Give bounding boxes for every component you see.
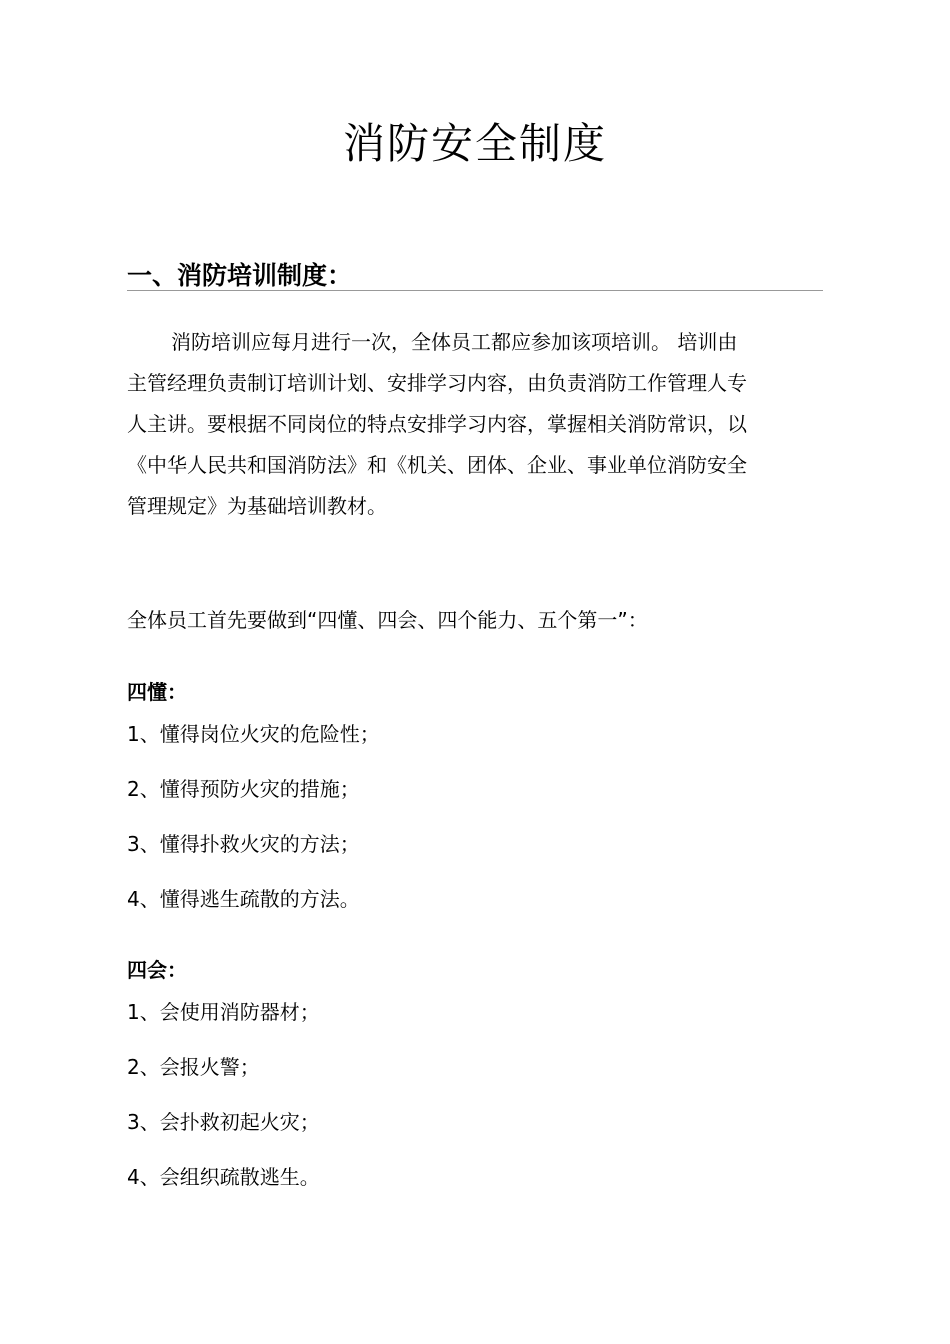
list-item: 3、懂得扑救火灾的方法； bbox=[127, 832, 360, 856]
four-can-heading: 四会： bbox=[127, 958, 187, 982]
list-item: 4、懂得逃生疏散的方法。 bbox=[127, 887, 360, 911]
list-item: 1、懂得岗位火灾的危险性； bbox=[127, 722, 380, 746]
list-item: 3、会扑救初起火灾； bbox=[127, 1110, 320, 1134]
section-heading: 一、消防培训制度： bbox=[127, 261, 353, 290]
paragraph-line: 管理规定》为基础培训教材。 bbox=[127, 494, 387, 518]
heading-divider bbox=[127, 290, 823, 291]
list-item: 1、会使用消防器材； bbox=[127, 1000, 320, 1024]
list-item: 2、懂得预防火灾的措施； bbox=[127, 777, 360, 801]
paragraph-line: 主管经理负责制订培训计划、安排学习内容，由负责消防工作管理人专 bbox=[127, 371, 747, 395]
requirements-intro: 全体员工首先要做到“四懂、四会、四个能力、五个第一”： bbox=[127, 608, 648, 632]
four-understand-heading: 四懂： bbox=[127, 680, 187, 704]
paragraph-line: 《中华人民共和国消防法》和《机关、团体、企业、事业单位消防安全 bbox=[127, 453, 747, 477]
list-item: 4、会组织疏散逃生。 bbox=[127, 1165, 320, 1189]
paragraph-line: 消防培训应每月进行一次，全体员工都应参加该项培训。 培训由 bbox=[171, 330, 738, 354]
training-paragraph bbox=[127, 322, 823, 527]
paragraph-line: 人主讲。要根据不同岗位的特点安排学习内容，掌握相关消防常识，以 bbox=[127, 412, 747, 436]
document-title: 消防安全制度 bbox=[342, 119, 607, 168]
list-item: 2、会报火警； bbox=[127, 1055, 260, 1079]
